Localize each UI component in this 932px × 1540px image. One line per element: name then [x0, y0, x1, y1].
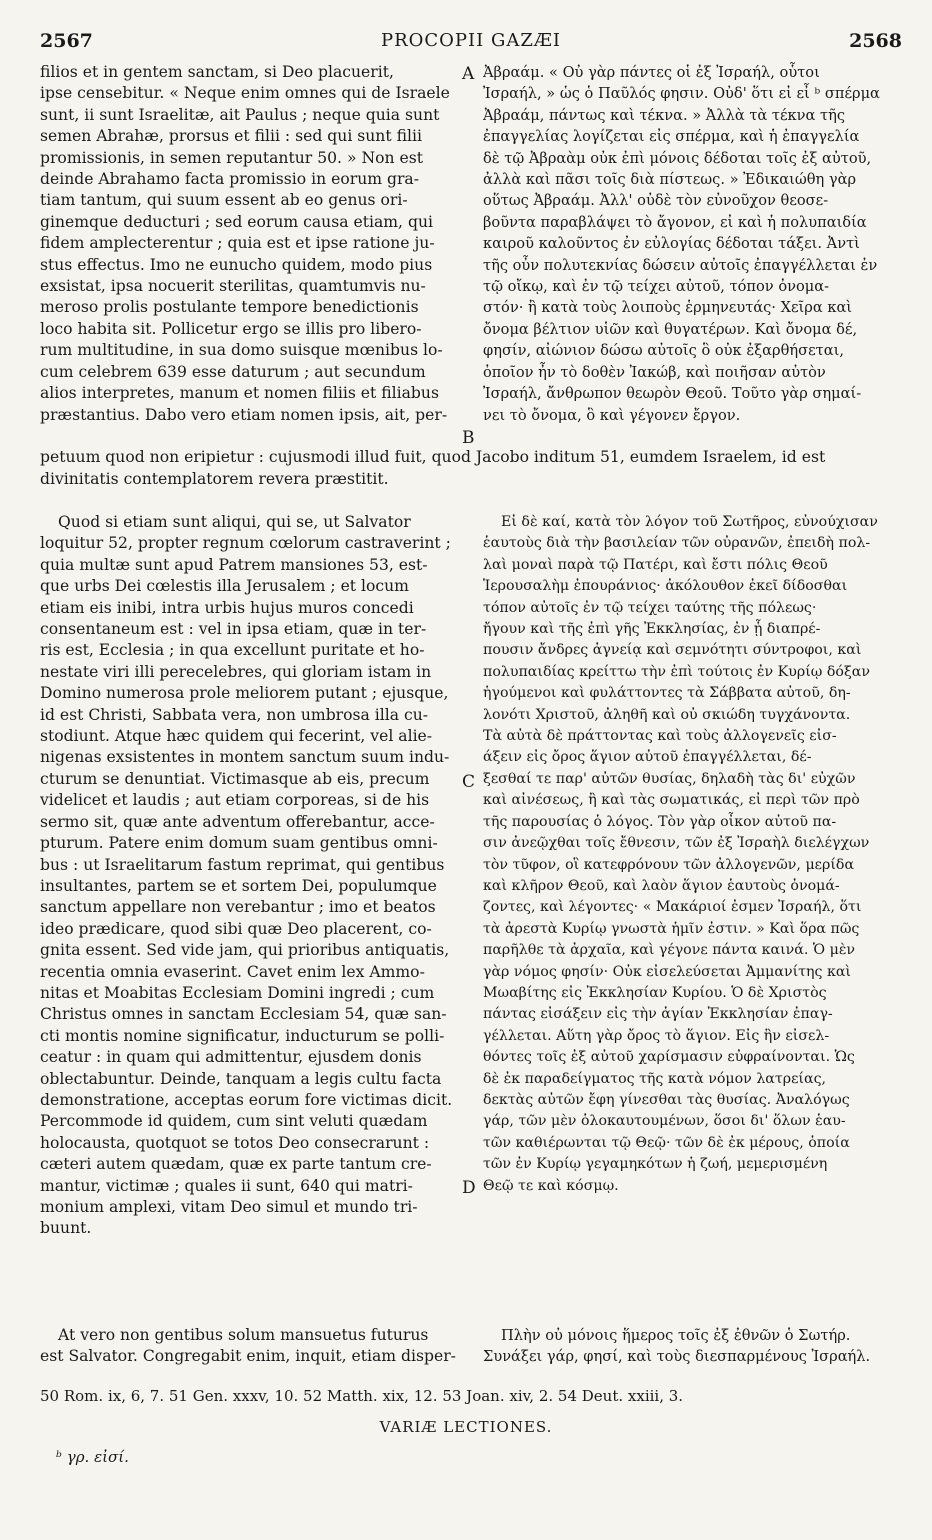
- text-line: τὸν τῦφον, οἳ κατεφρόνουν τῶν ἀλλογενῶν, μερίδα: [483, 856, 855, 873]
- text-line: id est Christi, Sabbata vera, non umbrosa illa cu-: [40, 705, 429, 724]
- text-line: Ἱερουσαλὴμ ἐπουράνιος· ἀκόλουθον ἐκεῖ δίδοσθαι: [483, 578, 848, 595]
- variae-lectiones-heading: VARIÆ LECTIONES.: [379, 1418, 553, 1436]
- text-line: alios interpretes, manum et nomen filiis et filiabus: [40, 384, 439, 403]
- text-line: θόντες τοῖς ἐξ αὐτοῦ χαρίσμασιν εὐφραίνονται. Ὡς: [483, 1049, 855, 1066]
- text-line: meroso prolis postulante tempore benedictionis: [40, 298, 419, 317]
- variant-reading-note: ᵇ γρ. εἰσί.: [56, 1448, 129, 1466]
- text-line: ἐπαγγελίας λογίζεται εἰς σπέρμα, καὶ ἡ ἐπαγγελία: [483, 128, 860, 146]
- margin-letter-c: C: [462, 772, 476, 792]
- text-line: loquitur 52, propter regnum cœlorum castraverint ;: [40, 534, 451, 553]
- text-line: gnita essent. Sed vide jam, qui prioribus antiquatis,: [40, 941, 450, 960]
- text-line: Ἰσραήλ, ἄνθρωπον θεωρὸν Θεοῦ. Τοῦτο γὰρ σημαί-: [483, 385, 862, 403]
- text-line: bus : ut Israelitarum fastum reprimat, qui gentibus: [40, 855, 445, 874]
- text-line: Συνάξει γάρ, φησί, καὶ τοὺς διεσπαρμένους Ἰσραήλ.: [483, 1348, 871, 1366]
- text-line: tiam tantum, qui suum essent ab eo genus ori-: [40, 191, 408, 210]
- text-line: Ἰσραήλ, » ὡς ὁ Παῦλός φησιν. Οὐδ' ὅτι εἰ εἶ ᵇ σπέρμα: [483, 85, 880, 103]
- text-line: rum multitudine, in sua domo suisque mœnibus lo-: [40, 341, 443, 360]
- text-line: πάντας εἰσάξειν εἰς τὴν ἁγίαν Ἐκκλησίαν ἐπαγ-: [483, 1006, 833, 1023]
- text-line: semen Abrahæ, prorsus et filii : sed qui sunt filii: [40, 127, 422, 146]
- text-line: quia multæ sunt apud Patrem mansiones 53, est-: [40, 555, 428, 574]
- text-line: deinde Abrahamo facta promissio in eorum gra-: [40, 170, 419, 189]
- text-line: τόπον αὐτοῖς ἐν τῷ τείχει ταύτης τῆς πόλεως·: [483, 599, 817, 616]
- text-line: cturum se denuntiat. Victimasque ab eis, precum: [40, 769, 430, 788]
- text-line: oblectabuntur. Deinde, tanquam a legis cultu facta: [40, 1069, 442, 1088]
- text-line: filios et in gentem sanctam, si Deo placuerit,: [40, 63, 394, 81]
- text-line: holocausta, quotquot se totos Deo consecrarunt :: [40, 1133, 430, 1152]
- spanning-line-1: petuum quod non eripietur : cujusmodi illud fuit, quod Jacobo inditum 51, eumdem Israelem, id est: [40, 448, 826, 466]
- text-line: Domino numerosa prole meliorem putant ; ejusque,: [40, 684, 449, 703]
- text-line: Ἀβραάμ, πάντως καὶ τέκνα. » Ἀλλὰ τὰ τέκνα τῆς: [483, 106, 846, 124]
- text-line: άξειν εἰς ὄρος ἅγιον αὐτοῦ ἐπαγγέλλεται, δέ-: [483, 749, 812, 766]
- text-line: sunt, ii sunt Israelitæ, ait Paulus ; neque quia sunt: [40, 105, 440, 124]
- text-line: βοῦντα παραβλάψει τὸ ἄγονον, εἰ καὶ ἡ πολυπαιδία: [483, 213, 867, 231]
- text-line: Christus omnes in sanctam Ecclesiam 54, quæ san-: [40, 1005, 447, 1024]
- left-column-number: 2567: [40, 30, 93, 52]
- text-line: ἀλλὰ καὶ πᾶσι τοῖς διὰ πίστεως. » Ἐδικαιώθη γὰρ: [483, 171, 857, 189]
- text-line: ξεσθαί τε παρ' αὐτῶν θυσίας, δηλαδὴ τὰς δι' εὐχῶν: [483, 770, 856, 787]
- text-line: γὰρ νόμος φησίν· Οὐκ εἰσελεύσεται Ἀμμανίτης καὶ: [483, 963, 851, 980]
- text-line: ideo prædicare, quod sibi quæ Deo placerent, co-: [40, 919, 432, 938]
- text-line: δὲ ἐκ παραδείγματος τῆς κατὰ νόμον λατρείας,: [483, 1070, 827, 1087]
- text-line: etiam eis inibi, intra urbis hujus muros concedi: [40, 598, 414, 617]
- text-line: promissionis, in semen reputantur 50. » Non est: [40, 148, 423, 167]
- text-line: πολυπαιδίας κρείττω τὴν ἐπὶ τούτοις ἐν Κυρίῳ δόξαν: [483, 663, 870, 680]
- text-line: ris est, Ecclesia ; in qua excellunt puritate et ho-: [40, 641, 425, 660]
- text-line: ζοντες, καὶ λέγοντες· « Μακάριοί ἐσμεν Ἰσραήλ, ὅτι: [483, 899, 862, 916]
- running-title: PROCOPII GAZÆI: [380, 30, 562, 51]
- text-line: ἑαυτοὺς διὰ τὴν βασιλείαν τῶν οὐρανῶν, ἐπειδὴ πολ-: [483, 535, 871, 552]
- text-line: fidem amplecterentur ; quia est et ipse ratione ju-: [40, 234, 435, 253]
- greek-final-paragraph: [483, 1325, 905, 1368]
- latin-column-bottom: [40, 512, 458, 1240]
- text-line: παρῆλθε τὰ ἀρχαῖα, καὶ γέγονε πάντα καινά. Ὁ μὲν: [483, 942, 856, 959]
- text-line: φησίν, αἰώνιον δώσω αὐτοῖς ὃ οὐκ ἐξαρθήσεται,: [483, 342, 844, 360]
- text-line: nigenas exsistentes in montem sanctum suum indu-: [40, 748, 450, 767]
- text-line: nitas et Moabitas Ecclesiam Domini ingredi ; cum: [40, 983, 435, 1002]
- greek-column-bottom: [483, 512, 905, 1197]
- text-line: ὁποῖον ἦν τὸ δοθὲν Ἰακώβ, καὶ ποιῆσαν αὐτὸν: [483, 363, 826, 381]
- text-line: τὰ ἀρεστὰ Κυρίῳ γνωστὰ ἡμῖν ἐστιν. » Καὶ ὅρα πῶς: [483, 920, 860, 937]
- text-line: præstantius. Dabo vero etiam nomen ipsis, ait, per-: [40, 405, 448, 424]
- text-line: Πλὴν οὐ μόνοις ἥμερος τοῖς ἐξ ἐθνῶν ὁ Σωτήρ.: [501, 1327, 851, 1344]
- text-line: Θεῷ τε καὶ κόσμῳ.: [483, 1177, 619, 1194]
- text-line: τῆς παρουσίας ὁ λόγος. Τὸν γὰρ οἶκον αὐτοῦ πα-: [483, 813, 837, 830]
- text-line: At vero non gentibus solum mansuetus futurus: [58, 1326, 429, 1344]
- text-line: que urbs Dei cœlestis illa Jerusalem ; et locum: [40, 577, 409, 596]
- text-line: ἤγουν καὶ τῆς ἐπὶ γῆς Ἐκκλησίας, ἐν ᾗ διαπρέ-: [483, 621, 821, 638]
- text-line: δεκτὰς αὐτῶν ἔφη γίνεσθαι τὰς θυσίας. Ἀναλόγως: [483, 1091, 850, 1108]
- text-line: ginemque deducturi ; sed eorum causa etiam, qui: [40, 212, 433, 231]
- text-line: stodiunt. Atque hæc quidem qui fecerint, vel alie-: [40, 727, 433, 746]
- text-line: Εἰ δὲ καί, κατὰ τὸν λόγον τοῦ Σωτῆρος, εὐνούχισαν: [501, 514, 878, 530]
- spanning-line-2: divinitatis contemplatorem revera præstitit.: [40, 470, 389, 488]
- text-line: πουσιν ἄνδρες ἁγνείᾳ καὶ σεμνότητι σύντροφοι, καὶ: [483, 642, 862, 659]
- text-line: loco habita sit. Pollicetur ergo se illis pro libero-: [40, 319, 422, 338]
- running-header: [40, 30, 902, 56]
- text-line: ὄνομα βέλτιον υἱῶν καὶ θυγατέρων. Καὶ ὄνομα δέ,: [483, 320, 858, 338]
- text-line: ipse censebitur. « Neque enim omnes qui de Israele: [40, 84, 450, 103]
- text-line: buunt.: [40, 1219, 92, 1238]
- text-line: στόν· ἢ κατὰ τοὺς λοιποὺς ἑρμηνευτάς· Χεῖρα καὶ: [483, 299, 853, 317]
- text-line: γέλλεται. Αὕτη γὰρ ὄρος τὸ ἅγιον. Εἰς ἣν εἰσελ-: [483, 1027, 830, 1044]
- text-line: καὶ αἰνέσεως, ἢ καὶ τὰς σωματικάς, εἰ περὶ τῶν πρὸ: [483, 792, 860, 809]
- text-line: δὲ τῷ Ἀβραὰμ οὐκ ἐπὶ μόνοις δέδοται τοῖς ἐξ αὐτοῦ,: [483, 149, 872, 167]
- text-line: γάρ, τῶν μὲν ὁλοκαυτουμένων, ὅσοι δι' ὅλων ἑαυ-: [483, 1113, 846, 1130]
- text-line: demonstratione, acceptas eorum fore victimas dicit.: [40, 1090, 453, 1109]
- text-line: καὶ κλῆρον Θεοῦ, καὶ λαὸν ἅγιον ἑαυτοὺς ὀνομά-: [483, 877, 840, 894]
- text-line: τῷ οἴκῳ, καὶ ἐν τῷ τείχει αὐτοῦ, τόπον ὀνομα-: [483, 278, 830, 296]
- text-line: mantur, victimæ ; quales ii sunt, 640 qui matri-: [40, 1176, 413, 1195]
- text-line: Ἀβραάμ. « Οὐ γὰρ πάντες οἱ ἐξ Ἰσραήλ, οὗτοι: [483, 64, 820, 81]
- text-line: Μωαβίτης εἰς Ἐκκλησίαν Κυρίου. Ὁ δὲ Χριστὸς: [483, 984, 827, 1001]
- text-line: cti montis nomine significatur, inducturum se polli-: [40, 1026, 445, 1045]
- text-line: Quod si etiam sunt aliqui, qui se, ut Salvator: [58, 513, 411, 531]
- text-line: monium amplexi, vitam Deo simul et mundo tri-: [40, 1198, 418, 1216]
- latin-final-paragraph: [40, 1325, 458, 1368]
- text-line: τῶν ἐν Κυρίῳ γεγαμηκότων ἡ ζωή, μεμερισμένη: [483, 1156, 828, 1173]
- text-line: nestate viri illi perecelebres, qui gloriam istam in: [40, 662, 432, 681]
- text-line: τῆς οὖν πολυτεκνίας δώσειν αὐτοῖς ἐπαγγέλλεται ἐν: [483, 256, 878, 274]
- text-line: insultantes, partem se et sortem Dei, populumque: [40, 876, 437, 895]
- text-line: Τὰ αὐτὰ δὲ πράττοντας καὶ τοὺς ἀλλογενεῖς εἰσ-: [483, 728, 837, 745]
- text-line: οὕτως Ἀβραάμ. Ἀλλ' οὐδὲ τὸν εὐνοῦχον θεοσε-: [483, 192, 829, 210]
- text-line: καιροῦ καλοῦντος ἐν εὐλογίας δέδοται τάξει. Ἀντὶ: [483, 235, 860, 253]
- text-line: recentia omnia evaserint. Cavet enim lex Ammo-: [40, 962, 425, 981]
- text-line: consentaneum est : vel in ipsa etiam, quæ in ter-: [40, 620, 427, 639]
- greek-column-top: [483, 62, 905, 426]
- text-line: ἡγούμενοι καὶ φυλάττοντες τὰ Σάββατα αὐτοῦ, δη-: [483, 685, 851, 702]
- text-line: τῶν καθιέρωνται τῷ Θεῷ· τῶν δὲ ἐκ μέρους, ὁποία: [483, 1134, 850, 1151]
- text-line: Percommode id quidem, cum sint veluti quædam: [40, 1112, 428, 1131]
- text-line: est Salvator. Congregabit enim, inquit, etiam disper-: [40, 1347, 456, 1366]
- text-line: λαὶ μοναὶ παρὰ τῷ Πατέρι, καὶ ἔστι πόλις Θεοῦ: [483, 556, 828, 573]
- footnotes: 50 Rom. ix, 6, 7. 51 Gen. xxxv, 10. 52 Matth. xix, 12. 53 Joan. xiv, 2. 54 Deut. xxiii, 3.: [40, 1387, 684, 1405]
- margin-letter-d: D: [462, 1178, 476, 1198]
- right-column-number: 2568: [849, 30, 902, 52]
- text-line: sanctum appellare non verebantur ; imo et beatos: [40, 898, 436, 917]
- margin-letter-a: A: [462, 64, 475, 84]
- text-line: cæteri autem quædam, quæ ex parte tantum cre-: [40, 1155, 432, 1174]
- text-line: exsistat, ipsa nocuerit sterilitas, quamtumvis nu-: [40, 277, 426, 296]
- text-line: νει τὸ ὄνομα, ὃ καὶ γέγονεν ἔργον.: [483, 406, 741, 424]
- text-line: stus effectus. Imo ne eunucho quidem, modo pius: [40, 255, 433, 274]
- latin-column-top: [40, 62, 458, 426]
- text-line: sermo sit, quæ ante adventum offerebantur, acce-: [40, 812, 435, 831]
- margin-letter-b: B: [462, 428, 475, 448]
- text-line: videlicet et laudis ; aut etiam corporeas, si de his: [40, 791, 430, 810]
- text-line: σιν ἀνεῷχθαι τοῖς ἔθνεσιν, τῶν ἐξ Ἰσραὴλ διελέγχων: [483, 835, 870, 852]
- text-line: pturum. Patere enim domum suam gentibus omni-: [40, 834, 438, 853]
- text-line: ceatur : in quam qui admittentur, ejusdem donis: [40, 1048, 422, 1067]
- text-line: λονότι Χριστοῦ, ἀληθῆ καὶ οὐ σκιώδη τυγχάνοντα.: [483, 706, 851, 723]
- text-line: cum celebrem 639 esse daturum ; aut secundum: [40, 362, 426, 381]
